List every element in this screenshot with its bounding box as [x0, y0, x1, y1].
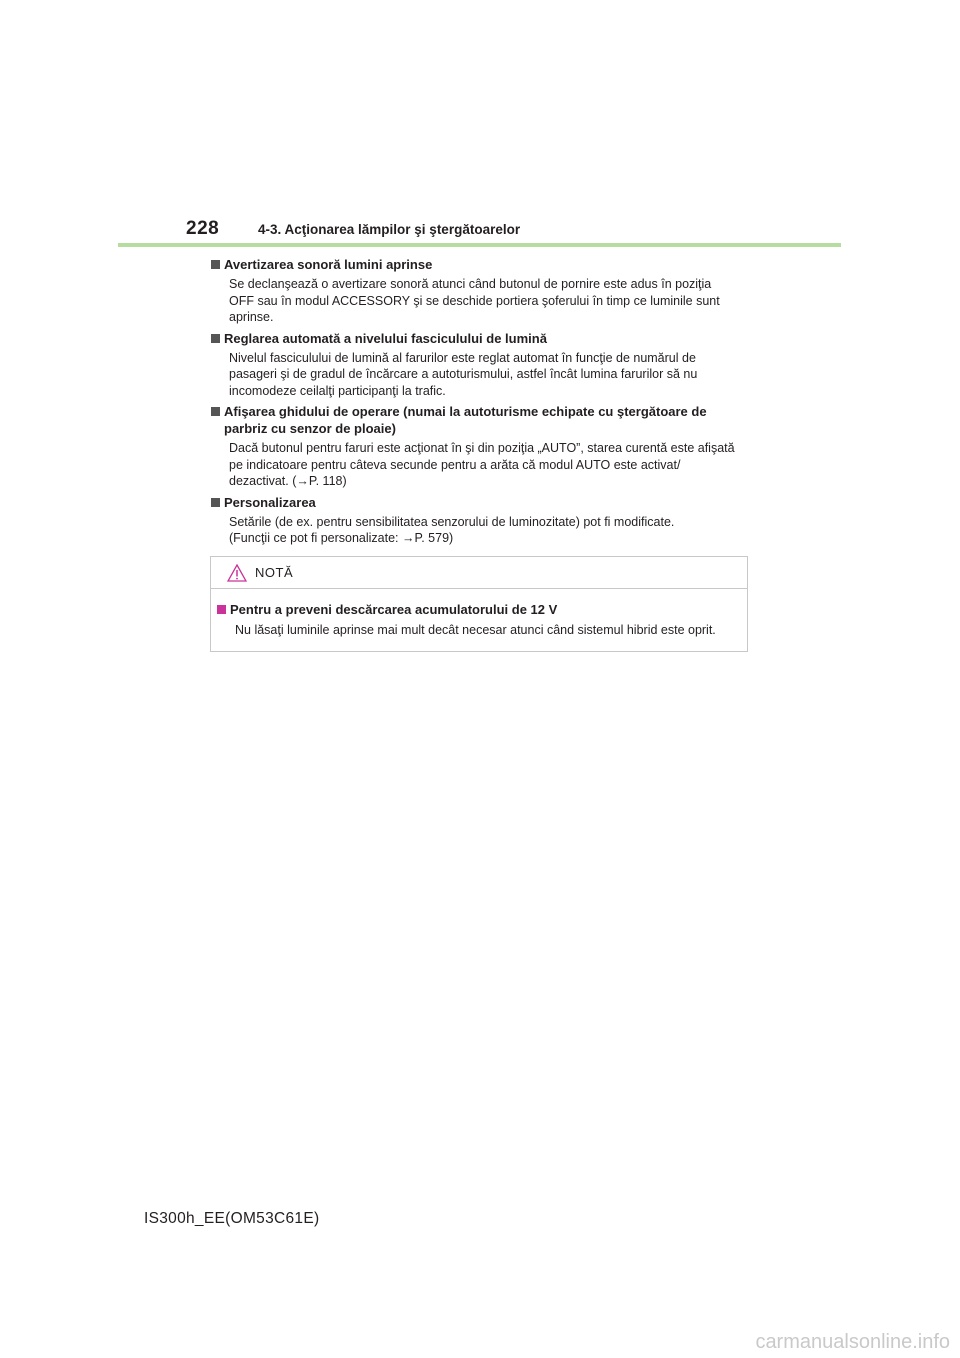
main-content [211, 256, 751, 551]
section-title: 4-3. Acţionarea lămpilor şi ştergătoarelor [258, 222, 521, 237]
item-body-line: (Funcţii ce pot fi personalizate: →P. 579) [229, 531, 454, 545]
note-content [211, 589, 747, 638]
item-title: Afişarea ghidului de operare (numai la autoturisme echipate cu ştergătoare de parbriz cu senzor de ploaie) [224, 404, 707, 436]
note-box [210, 556, 748, 652]
bullet-square-icon [217, 605, 226, 614]
item-body-line: incomodeze ceilalţi participanţi la trafic. [229, 383, 446, 398]
item-body-line: aprinse. [229, 310, 274, 324]
item-body [229, 440, 751, 490]
list-item [211, 256, 751, 326]
item-body [229, 276, 751, 326]
list-item [211, 330, 751, 400]
item-body-line: Se declanşează o avertizare sonoră atunci când butonul de pornire este adus în poziţia [229, 277, 712, 291]
note-header [211, 557, 747, 589]
item-body-line: Nivelul fasciculului de lumină al farurilor este reglat automat în funcţie de numărul de [229, 350, 696, 365]
note-item-body: Nu lăsaţi luminile aprinse mai mult decât necesar atunci când sistemul hibrid este oprit. [235, 623, 716, 637]
item-body-line: Setările (de ex. pentru sensibilitatea senzorului de luminozitate) pot fi modificate. [229, 514, 675, 529]
item-body-line: pasageri şi de gradul de încărcare a autoturismului, astfel încât lumina farurilor să nu [229, 367, 698, 381]
bullet-square-icon [211, 498, 220, 507]
warning-triangle-icon [227, 564, 247, 582]
note-title: NOTĂ [255, 565, 294, 580]
watermark: carmanualsonline.info [755, 1331, 950, 1353]
bullet-square-icon [211, 407, 220, 416]
item-body-line: pe indicatoare pentru câteva secunde pentru a arăta că modul AUTO este activat/ [229, 457, 681, 472]
list-item [211, 403, 751, 490]
item-body [229, 350, 751, 400]
bullet-square-icon [211, 334, 220, 343]
page-header [186, 218, 520, 240]
item-title: Reglarea automată a nivelului fasciculului de lumină [224, 330, 547, 346]
item-title: Personalizarea [224, 494, 316, 510]
item-body-line: dezactivat. (→P. 118) [229, 474, 347, 488]
item-title: Avertizarea sonoră lumini aprinse [224, 257, 433, 272]
bullet-square-icon [211, 260, 220, 269]
list-item [211, 494, 751, 547]
page-number: 228 [186, 218, 220, 239]
item-body [229, 514, 751, 547]
item-body-line: Dacă butonul pentru faruri este acţionat în şi din poziţia „AUTO”, starea curentă este afişată [229, 441, 735, 455]
model-code: IS300h_EE(OM53C61E) [144, 1210, 320, 1227]
note-item-title: Pentru a preveni descărcarea acumulatorului de 12 V [230, 602, 558, 617]
header-divider [118, 243, 841, 247]
item-body-line: OFF sau în modul ACCESSORY şi se deschide portiera şoferului în timp ce luminile sunt [229, 293, 720, 308]
